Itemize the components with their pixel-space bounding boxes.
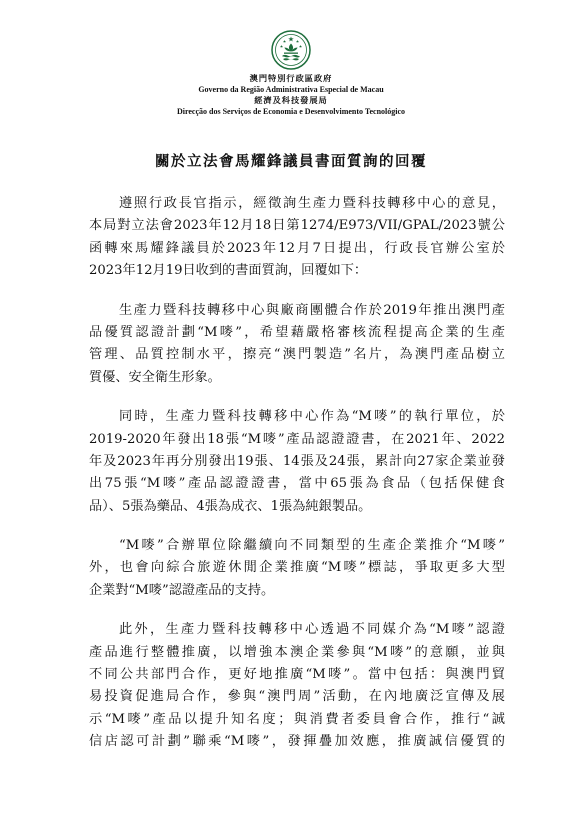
paragraph-line: “M嘜”合辦單位除繼續向不同類型的生產企業推介“M嘜”: [119, 538, 505, 554]
paragraph-m-mark-background: [89, 300, 505, 390]
paragraph-line: 同時，生產力暨科技轉移中心作為“M嘜”的執行單位，於: [119, 409, 505, 425]
paragraph-line: 產品進行整體推廣，以增強本澳企業參與“M嘜”的意願，並與: [89, 644, 505, 660]
paragraph-line: 遵照行政長官指示，經徵詢生產力暨科技轉移中心的意見，: [119, 196, 505, 211]
document-body: [89, 193, 505, 771]
paragraph-promotion-to-enterprises: [89, 535, 505, 602]
paragraph-line: 品優質認證計劃“M嘜”，希望藉嚴格審核流程提高企業的生產: [89, 324, 505, 340]
paragraph-media-promotion: [89, 619, 505, 753]
paragraph-reply-intro: [89, 193, 505, 283]
paragraph-line: 外，也會向綜合旅遊休閒企業推廣“M嘜”標誌，爭取更多大型: [89, 560, 505, 576]
paragraph-certificates-issued: [89, 406, 505, 518]
paragraph-line: 年及2023年再分別發出19張、14張及24張，累計向27家企業並發: [89, 453, 505, 469]
paragraph-line: 管理、品質控制水平，擦亮“澳門製造”名片，為澳門產品樹立: [89, 347, 505, 363]
paragraph-line: 2019-2020年發出18張“M嘜”產品認證證書，在2021年、2022: [89, 431, 505, 447]
paragraph-line: 企業對“M嘜”認證產品的支持。: [89, 582, 275, 598]
paragraph-line: 示“M嘜”產品以提升知名度；與消費者委員會合作，推行“誠: [89, 711, 505, 727]
paragraph-line: 函轉來馬耀鋒議員於2023年12月7日提出，行政長官辦公室於: [89, 240, 505, 256]
paragraph-line: 不同公共部門合作，更好地推廣“M嘜”。當中包括：與澳門貿: [89, 667, 505, 683]
paragraph-line: 易投資促進局合作，參與“澳門周”活動，在內地廣泛宣傳及展: [89, 689, 505, 705]
paragraph-line: 品）、5張為藥品、4張為成衣、1張為純銀製品。: [89, 498, 372, 514]
paragraph-line: 此外，生產力暨科技轉移中心透過不同媒介為“M嘜”認證: [119, 622, 505, 638]
paragraph-line: 出75張“M嘜”產品認證證書，當中65張為食品（包括保健食: [89, 476, 505, 492]
paragraph-line: 2023年12月19日收到的書面質詢，回覆如下：: [89, 263, 368, 279]
paragraph-line: 本局對立法會2023年12月18日第1274/E973/VII/GPAL/2023號公: [89, 218, 505, 234]
letterhead: [0, 30, 582, 117]
department-name-pt: Direcção dos Serviços de Economia e Desenvolvimento Tecnológico: [176, 107, 406, 116]
paragraph-line: 信店認可計劃”聯乘“M嘜”，發揮疊加效應，推廣誠信優質的: [89, 734, 505, 750]
paragraph-line: 質優、安全衛生形象。: [89, 369, 221, 385]
macau-emblem-icon: [271, 30, 311, 70]
government-name-pt: Governo da Região Administrativa Especial de Macau: [198, 85, 384, 94]
government-name-zh: 澳門特別行政區政府: [249, 73, 333, 83]
document-title: 關於立法會馬耀鋒議員書面質詢的回覆: [155, 153, 427, 170]
department-name-zh: 經濟及科技發展局: [254, 95, 328, 105]
paragraph-line: 生產力暨科技轉移中心與廠商團體合作於2019年推出澳門產: [119, 302, 505, 318]
